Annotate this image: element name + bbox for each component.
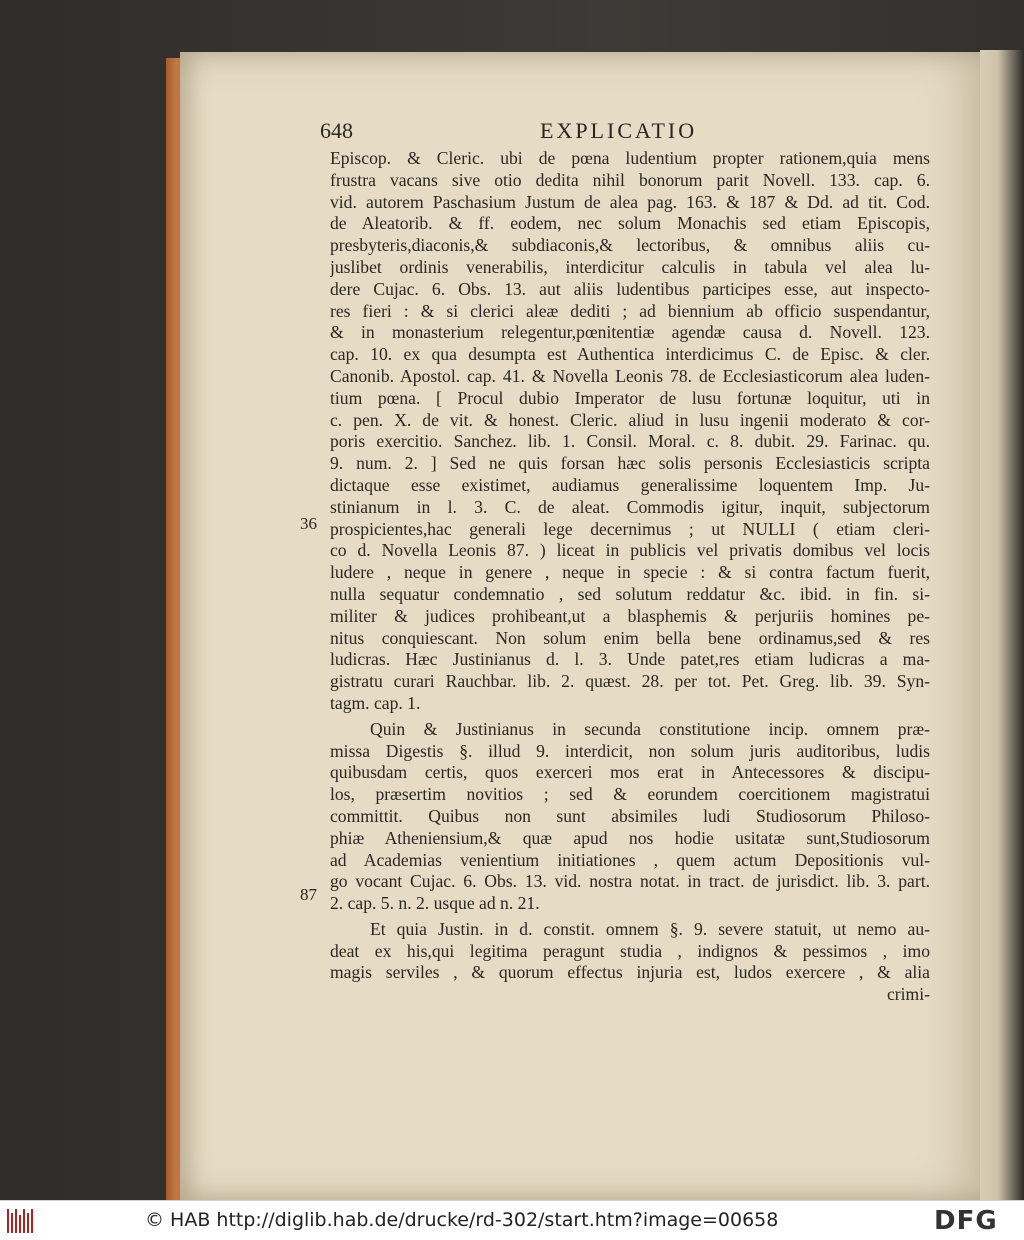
page-number: 648 — [320, 118, 353, 143]
paragraph-2 — [330, 719, 930, 915]
text-line: go vocant Cujac. 6. Obs. 13. vid. nostra notat. in tract. de jurisdict. lib. 3. part. — [330, 871, 930, 892]
text-line: quibusdam certis, quos exerceri mos erat in Antecessores & discipu- — [330, 762, 930, 783]
text-line: cap. 10. ex qua desumpta est Authentica interdicimus C. de Episc. & cler. — [330, 344, 930, 365]
text-line: phiæ Atheniensium,& quæ apud nos hodie usitatæ sunt,Studiosorum — [330, 827, 930, 848]
text-line: 9. num. 2. ] Sed ne quis forsan hæc solis personis Ecclesiasticis scripta — [330, 453, 930, 474]
paragraph-1 — [330, 148, 930, 715]
text-line: 2. cap. 5. n. 2. usque ad n. 21. — [330, 893, 540, 914]
text-line: nulla sequatur condemnatio , sed solutum reddatur &c. ibid. in fin. si- — [330, 583, 930, 604]
dfg-logo: DFG — [934, 1206, 998, 1236]
text-line: committit. Quibus non sunt absimiles ludi Studiosorum Philoso- — [330, 805, 930, 826]
text-line: juslibet ordinis venerabilis, interdicitur calculis in tabula vel alea lu- — [330, 256, 930, 277]
text-line: ludere , neque in genere , neque in specie : & si contra factum fuerit, — [330, 562, 930, 583]
text-line: c. pen. X. de vit. & honest. Cleric. aliud in lusu ingenii moderato & cor- — [330, 409, 930, 430]
footer-url[interactable]: © HAB http://diglib.hab.de/drucke/rd-302/start.htm?image=00658 — [145, 1209, 779, 1231]
text-line: presbyteris,diaconis,& subdiaconis,& lectoribus, & omnibus aliis cu- — [330, 235, 930, 256]
body-text — [330, 148, 930, 1006]
text-line: Quin & Justinianus in secunda constitutione incip. omnem præ- — [370, 718, 930, 739]
text-line: magis serviles , & quorum effectus injuria est, ludos exercere , & alia — [330, 962, 930, 983]
facing-page-strip — [980, 50, 1024, 1200]
running-head: EXPLICATIO — [540, 118, 698, 143]
text-line: stinianum in l. 3. C. de aleat. Commodis igitur, inquit, subjectorum — [330, 496, 930, 517]
text-line: missa Digestis §. illud 9. interdicit, non solum juris auditoribus, ludis — [330, 740, 930, 761]
text-line: vid. autorem Paschasium Justum de alea pag. 163. & 187 & Dd. ad tit. Cod. — [330, 191, 930, 212]
text-line: gistratu curari Rauchbar. lib. 2. quæst. 28. per tot. Pet. Greg. lib. 39. Syn- — [330, 671, 930, 692]
text-line: ludicras. Hæc Justinianus d. l. 3. Unde patet,res etiam ludicras a ma- — [330, 649, 930, 670]
text-line: Et quia Justin. in d. constit. omnem §. 9. severe statuit, ut nemo au- — [370, 918, 930, 939]
text-line: res fieri : & si clerici aleæ dediti ; ad biennium ab officio suspendantur, — [330, 300, 930, 321]
text-line: Canonib. Apostol. cap. 41. & Novella Leonis 78. de Ecclesiasticorum alea luden- — [330, 365, 930, 386]
text-line: nitus conquiescant. Non solum enim bella bene ordinamus,sed & res — [330, 627, 930, 648]
text-line: tium pœna. [ Procul dubio Imperator de lusu fortunæ loquitur, uti in — [330, 387, 930, 408]
text-line: tagm. cap. 1. — [330, 692, 421, 713]
text-line: dere Cujac. 6. Obs. 13. aut aliis ludentibus participes esse, aut inspecto- — [330, 278, 930, 299]
text-line: deat ex his,qui legitima peragunt studia , indignos & pessimos , imo — [330, 940, 930, 961]
paragraph-3 — [330, 919, 930, 984]
margin-note: 87 — [300, 885, 317, 904]
text-line: & in monasterium relegentur,pœnitentiæ agendæ causa d. Novell. 123. — [330, 322, 930, 343]
viewer-footer — [0, 1200, 1024, 1240]
text-line: ad Academias venientium initiationes , quem actum Depositionis vul- — [330, 849, 930, 870]
hab-logo-icon — [6, 1207, 36, 1235]
text-line: dictaque esse existimet, audiamus generalissime loquentem Imp. Ju- — [330, 474, 930, 495]
text-line: frustra vacans sive otio dedita nihil bonorum parit Novell. 133. cap. 6. — [330, 169, 930, 190]
text-line: Episcop. & Cleric. ubi de pœna ludentium propter rationem,quia mens — [330, 148, 930, 168]
text-line: de Aleatorib. & ff. eodem, nec solum Monachis sed etiam Episcopis, — [330, 213, 930, 234]
text-line: militer & judices prohibeant,ut a blasphemis & perjuriis homines pe- — [330, 605, 930, 626]
catchword: crimi- — [887, 984, 930, 1005]
text-line: co d. Novella Leonis 87. ) liceat in publicis vel privatis domibus vel locis — [330, 540, 930, 561]
text-line: prospicientes,hac generali lege decernimus ; ut NULLI ( etiam cleri- — [330, 518, 930, 539]
margin-note: 36 — [300, 514, 317, 533]
page-header — [320, 118, 920, 148]
text-line: poris exercitio. Sanchez. lib. 1. Consil. Moral. c. 8. dubit. 29. Farinac. qu. — [330, 431, 930, 452]
text-line: los, præsertim novitios ; sed & eorundem coercitionem magistratui — [330, 784, 930, 805]
